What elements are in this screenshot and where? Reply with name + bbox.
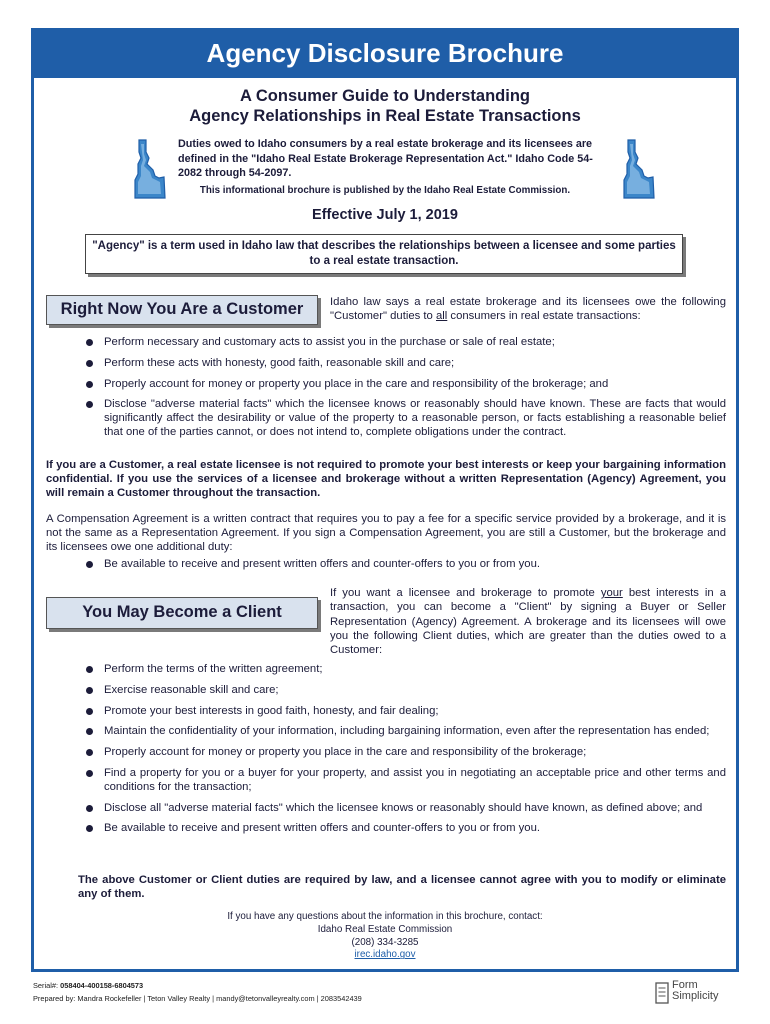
list-item: Disclose "adverse material facts" which the licensee knows or reasonably should have known. These are facts that would significantly affect the desirability or value of the property to a reasonable person, or facts establishing a reasonable belief that one of the parties cannot, or does not intend to, complete obligations under the contract. xyxy=(82,398,726,439)
list-item: Properly account for money or property you place in the care and responsibility of the brokerage; xyxy=(82,746,726,760)
bullet-dot-icon xyxy=(86,728,93,735)
agency-definition-box xyxy=(85,234,683,274)
contact-org: Idaho Real Estate Commission xyxy=(317,923,453,935)
customer-warning: If you are a Customer, a real estate licensee is not required to promote your best interests or keep your bargaining information confidential. If you use the services of a licensee and brokerage without a written Representation (Agency) Agreement, you will remain a Customer throughout the transaction. xyxy=(46,459,726,499)
bullet-dot-icon xyxy=(86,381,93,388)
agency-definition-text: "Agency" is a term used in Idaho law that describes the relationships between a licensee and some parties to a real estate transaction. xyxy=(92,240,676,267)
form-simplicity-logo xyxy=(655,980,735,1008)
list-item: Maintain the confidentiality of your information, including bargaining information, even after the representation has ended; xyxy=(82,725,726,739)
bullet-dot-icon xyxy=(86,360,93,367)
bullet-dot-icon xyxy=(86,687,93,694)
bullet-dot-icon xyxy=(86,805,93,812)
published-note: This informational brochure is published by the Idaho Real Estate Commission. xyxy=(199,185,571,196)
logo-wordmark xyxy=(672,980,718,1002)
list-item: Be available to receive and present written offers and counter-offers to you or from you. xyxy=(82,558,726,572)
bullet-dot-icon xyxy=(86,401,93,408)
list-item: Properly account for money or property you place in the care and responsibility of the brokerage; and xyxy=(82,378,726,392)
client-duties-list xyxy=(82,663,726,843)
prepared-by: Prepared by: Mandra Rockefeller | Teton Valley Realty | mandy@tetonvalleyrealty.com | 2083542439 xyxy=(33,993,362,1003)
contact-phone: (208) 334-3285 xyxy=(351,936,419,948)
form-simplicity-logo-icon xyxy=(655,982,669,1004)
footer xyxy=(33,980,362,1005)
list-item: Disclose all "adverse material facts" which the licensee knows or reasonably should have known, as defined above; and xyxy=(82,802,726,816)
page-title: Agency Disclosure Brochure xyxy=(206,38,564,68)
list-item: Exercise reasonable skill and care; xyxy=(82,684,726,698)
customer-intro-underline: all xyxy=(435,310,448,323)
serial-number: 058404-400158-6804573 xyxy=(60,981,144,990)
client-intro-underline: your xyxy=(600,587,623,599)
contact-block xyxy=(80,911,690,962)
intro-text: Duties owed to Idaho consumers by a real estate brokerage and its licensees are defined in the "Idaho Real Estate Brokerage Representation Act." Idaho Code 54-2082 through 54-2097. xyxy=(178,138,593,179)
title-bar xyxy=(31,28,739,78)
logo-line-2: Simplicity xyxy=(672,990,719,1002)
bullet-dot-icon xyxy=(86,339,93,346)
customer-intro xyxy=(330,295,726,324)
closing-statement: The above Customer or Client duties are required by law, and a licensee cannot agree with you to modify or eliminate any of them. xyxy=(78,874,726,900)
compensation-duty-list xyxy=(82,558,726,579)
bullet-dot-icon xyxy=(86,770,93,777)
effective-date: Effective July 1, 2019 xyxy=(312,207,458,223)
client-intro-after: best interests in a transaction, you can become a "Client" by signing a Buyer or Seller Representation (Agency) Agreement. A brokerage and its licensees will owe you the following Client duties, which are greater than the duties owed to a Customer: xyxy=(330,587,726,657)
customer-intro-before: Idaho law says a real estate brokerage and its licensees owe the following "Customer" duties to xyxy=(330,296,726,323)
bullet-dot-icon xyxy=(86,749,93,756)
subtitle xyxy=(80,86,690,126)
customer-heading: Right Now You Are a Customer xyxy=(46,295,318,325)
bullet-dot-icon xyxy=(86,708,93,715)
list-item: Be available to receive and present written offers and counter-offers to you or from you. xyxy=(82,822,726,836)
customer-duties-list xyxy=(82,336,726,447)
client-heading: You May Become a Client xyxy=(46,597,318,629)
contact-website-link[interactable]: irec.idaho.gov xyxy=(354,949,416,961)
client-intro-before: If you want a licensee and brokerage to promote xyxy=(330,587,601,599)
logo-line-1: Form xyxy=(672,979,698,991)
subtitle-line-1: A Consumer Guide to Understanding xyxy=(240,87,530,105)
list-item: Perform necessary and customary acts to assist you in the purchase or sale of real estate; xyxy=(82,336,726,350)
subtitle-line-2: Agency Relationships in Real Estate Transactions xyxy=(189,107,581,125)
client-intro xyxy=(330,586,726,657)
list-item: Promote your best interests in good faith, honesty, and fair dealing; xyxy=(82,705,726,719)
compensation-paragraph: A Compensation Agreement is a written contract that requires you to pay a fee for a specific service provided by a brokerage, and it is not the same as a Representation Agreement. If you sign a Compensation Agreement, you are still a Customer, but the brokerage and its licensees owe one additional duty: xyxy=(46,513,726,553)
list-item: Perform these acts with honesty, good faith, reasonable skill and care; xyxy=(82,357,726,371)
contact-intro: If you have any questions about the information in this brochure, contact: xyxy=(227,911,543,922)
bullet-dot-icon xyxy=(86,561,93,568)
list-item: Find a property for you or a buyer for your property, and assist you in negotiating an acceptable price and other terms and conditions for the transaction; xyxy=(82,767,726,795)
serial-label: Serial#: xyxy=(33,981,59,990)
list-item: Perform the terms of the written agreement; xyxy=(82,663,726,677)
bullet-dot-icon xyxy=(86,666,93,673)
customer-intro-after: consumers in real estate transactions: xyxy=(447,310,641,323)
bullet-dot-icon xyxy=(86,825,93,832)
